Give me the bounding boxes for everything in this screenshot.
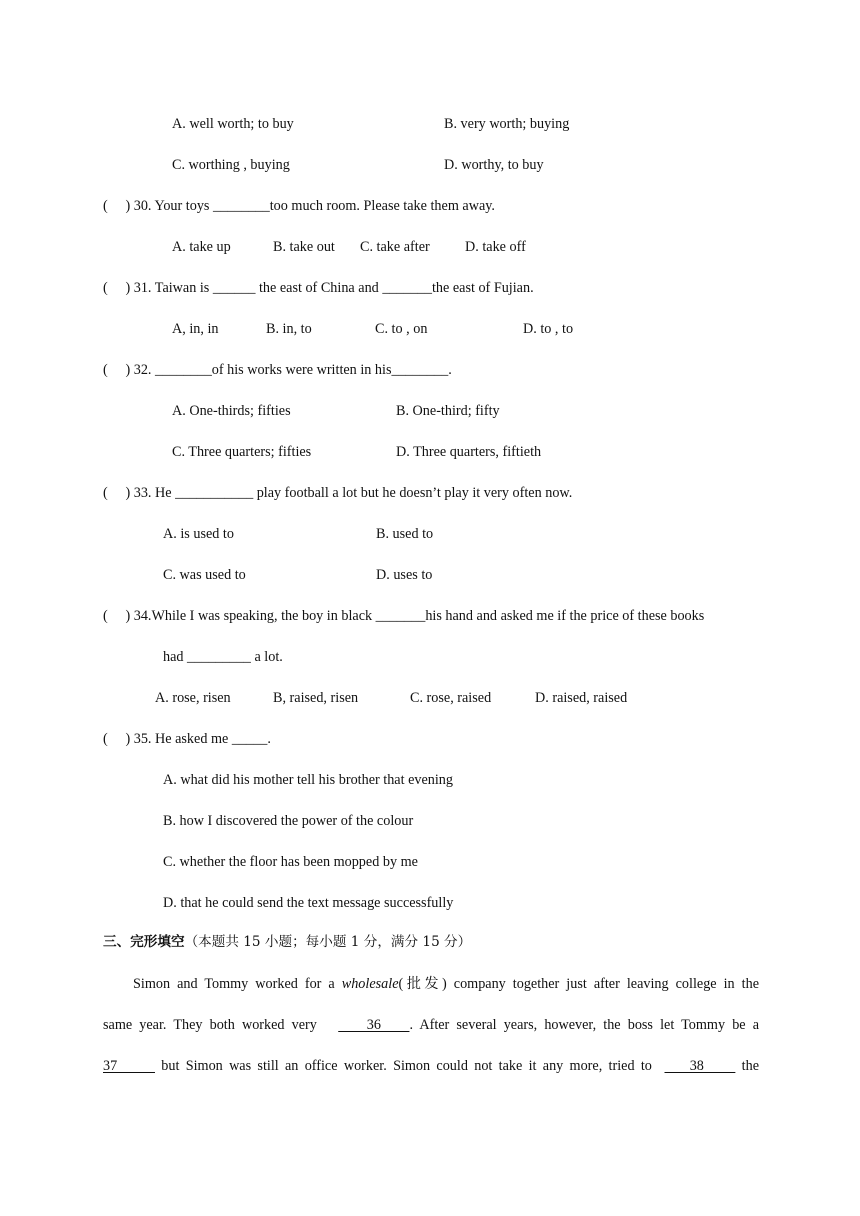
q30-option-d: D. take off [465, 239, 526, 255]
question-number: ) 33. He [125, 485, 176, 501]
passage-text: Simon and Tommy worked for a [133, 976, 342, 992]
q35-option-b: B. how I discovered the power of the colour [163, 813, 414, 829]
cloze-blank-38: 38 [664, 1058, 736, 1074]
passage-line-2 [103, 1018, 759, 1032]
passage-text: same year. They both worked very [103, 1017, 324, 1033]
q33-stem [103, 486, 572, 500]
passage-line-3 [103, 1059, 759, 1073]
stem-text: the east of Fujian. [431, 280, 534, 296]
q33-option-c: C. was used to [163, 567, 246, 583]
question-number: ) 34.While I was speaking, the boy in black [125, 608, 376, 624]
q31-option-d: D. to , to [523, 321, 574, 337]
q29-option-b: B. very worth; buying [444, 116, 570, 132]
q33-option-a: A. is used to [163, 526, 234, 542]
answer-paren: ( [103, 198, 108, 214]
stem-text: a lot. [250, 649, 283, 665]
stem-text: had [163, 649, 188, 665]
stem-text: the east of China and [255, 280, 383, 296]
answer-blank: ________ [212, 198, 270, 214]
stem-text: his hand and asked me if the price of these books [425, 608, 705, 624]
cloze-blank-36: 36 [338, 1017, 410, 1033]
answer-blank: ________ [391, 362, 449, 378]
passage-text: . After several years, however, the boss let Tommy be a [409, 1017, 760, 1033]
question-number: ) 31. Taiwan is [125, 280, 213, 296]
answer-blank: ______ [212, 280, 256, 296]
cloze-blank-37: 37 [103, 1058, 155, 1074]
answer-blank: _______ [382, 280, 432, 296]
question-number: ) 32. [125, 362, 156, 378]
answer-blank: _____ [231, 731, 268, 747]
q31-option-b: B. in, to [266, 321, 312, 337]
answer-paren: ( [103, 731, 108, 747]
q29-option-c: C. worthing , buying [172, 157, 290, 173]
q33-option-d: D. uses to [376, 567, 433, 583]
q31-option-a: A, in, in [172, 321, 219, 337]
q34-option-c: C. rose, raised [410, 690, 492, 706]
q32-option-b: B. One-third; fifty [396, 403, 500, 419]
q35-option-a: A. what did his mother tell his brother that evening [163, 772, 453, 788]
q35-stem [103, 732, 271, 746]
q29-option-a: A. well worth; to buy [172, 116, 294, 132]
answer-blank: _______ [375, 608, 426, 624]
q34-stem-continued [163, 650, 283, 664]
question-number: ) 30. Your toys [125, 198, 213, 214]
q32-option-d: D. Three quarters, fiftieth [396, 444, 542, 460]
answer-blank: ___________ [175, 485, 254, 501]
answer-paren: ( [103, 280, 108, 296]
q30-option-b: B. take out [273, 239, 335, 255]
stem-text: of his works were written in his [211, 362, 392, 378]
q30-option-a: A. take up [172, 239, 231, 255]
q33-option-b: B. used to [376, 526, 434, 542]
q32-option-a: A. One-thirds; fifties [172, 403, 291, 419]
stem-text: too much room. Please take them away. [269, 198, 495, 214]
answer-paren: ( [103, 362, 108, 378]
q35-option-d: D. that he could send the text message successfully [163, 895, 454, 911]
passage-text: the [735, 1058, 760, 1074]
answer-paren: ( [103, 485, 108, 501]
section-title: 三、完形填空 [103, 934, 185, 950]
section-heading [103, 936, 471, 950]
q30-option-c: C. take after [360, 239, 430, 255]
q34-stem [103, 609, 704, 623]
q30-stem [103, 199, 495, 213]
q34-option-a: A. rose, risen [155, 690, 231, 706]
passage-text: but Simon was still an office worker. Simon could not take it any more, tried to [154, 1058, 659, 1074]
stem-text: play football a lot but he doesn’t play it very often now. [253, 485, 573, 501]
q34-option-b: B, raised, risen [273, 690, 359, 706]
answer-paren: ( [103, 608, 108, 624]
question-number: ) 35. He asked me [125, 731, 232, 747]
answer-blank: _________ [187, 649, 251, 665]
q35-option-c: C. whether the floor has been mopped by me [163, 854, 418, 870]
q29-option-d: D. worthy, to buy [444, 157, 544, 173]
q32-option-c: C. Three quarters; fifties [172, 444, 312, 460]
q32-stem [103, 363, 452, 377]
q34-option-d: D. raised, raised [535, 690, 628, 706]
passage-text: (批发) company together just after leaving college in the [398, 976, 759, 992]
section-note: （本题共 15 小题；每小题 1 分，满分 15 分） [184, 934, 472, 950]
passage-line-1 [133, 977, 759, 991]
passage-italic-word: wholesale [341, 976, 399, 992]
stem-text: . [448, 362, 452, 378]
q31-option-c: C. to , on [375, 321, 428, 337]
stem-text: . [267, 731, 271, 747]
q31-stem [103, 281, 534, 295]
answer-blank: ________ [155, 362, 212, 378]
